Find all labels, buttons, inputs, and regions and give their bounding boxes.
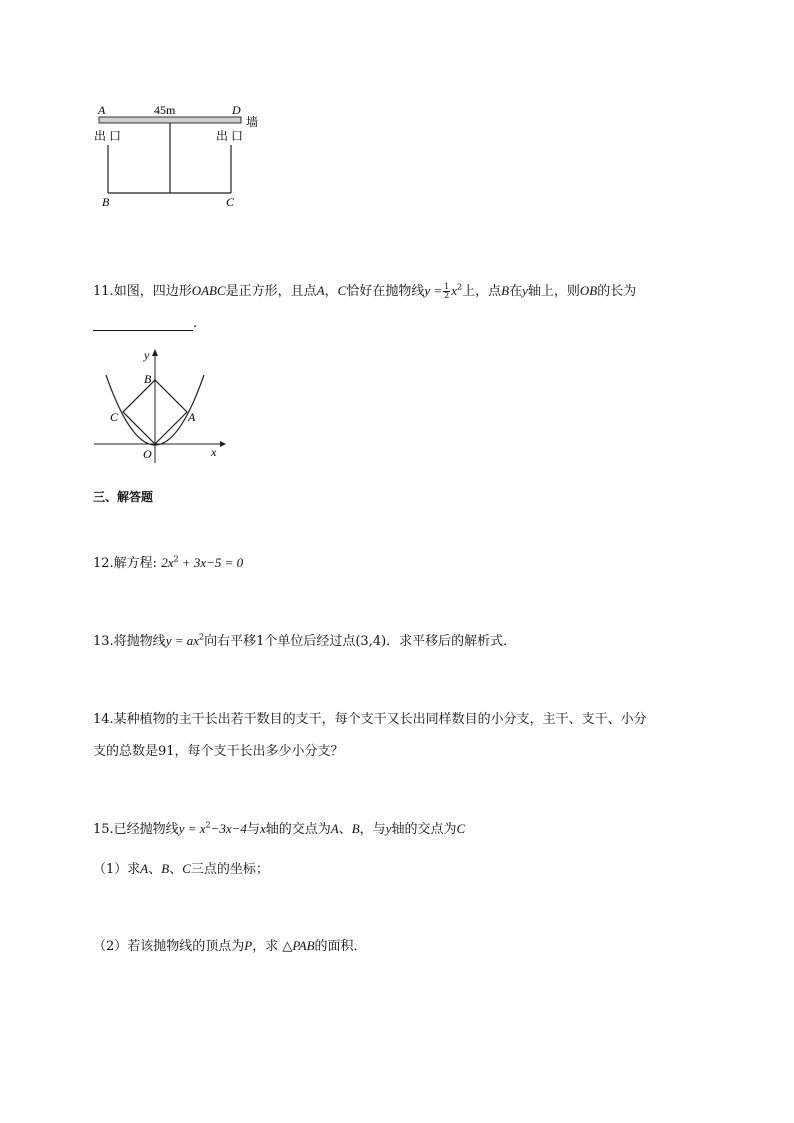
parabola-square-figure (88, 345, 228, 465)
point-a-label: A (98, 103, 106, 117)
question-15-part2: （2）若该抛物线的顶点为P，求 △PAB的面积． (93, 938, 367, 954)
q12-equation: $2x^2 + 3x-5 = 0$ (161, 554, 244, 570)
exit-right-label: 出 口 (216, 129, 244, 143)
wall-label: 墙 (246, 115, 259, 129)
point-b-label: B (102, 195, 110, 209)
q15-equation: $y = x^2-3x-4$ (178, 820, 247, 836)
label-a: A (188, 410, 196, 424)
q11-number: 11. (93, 284, 114, 299)
section-title: 三、解答题 (93, 490, 154, 504)
label-c: C (110, 410, 119, 424)
q11-equation: y = $\frac{1}{2}$ $x^2$ (424, 282, 463, 300)
q11-answer-line: . (93, 316, 197, 331)
point-d-label: D (232, 103, 241, 117)
wall-ad (99, 117, 241, 123)
question-12: 12.解方程: $2x^2 + 3x-5 = 0$ (93, 554, 244, 571)
answer-blank[interactable] (93, 318, 193, 331)
fraction-one-half: $\frac{1}{2}$ (444, 282, 450, 300)
exit-left-label: 出 口 (94, 129, 122, 143)
label-y: y (144, 348, 150, 362)
label-b: B (144, 372, 152, 386)
wall-exit-figure (88, 100, 278, 215)
label-o: O (143, 447, 152, 461)
y-axis-arrow (152, 349, 158, 356)
label-x: x (211, 445, 217, 459)
question-11: 11.如图，四边形OABC是正方形，且点A，C恰好在抛物线y = $\frac{1}{2}$ $x^2$上，点B在y轴上，则OB的长为 (93, 282, 637, 300)
q13-equation: $y = ax^2$ (165, 632, 205, 648)
question-15-part1: （1）求A、B、C三点的坐标； (93, 861, 269, 877)
question-14-line1: 14.某种植物的主干长出若干数目的支干，每个支干又长出同样数目的小分支，主干、支干、小分 (93, 712, 647, 727)
length-label: 45m (154, 103, 176, 117)
question-14-line2: 支的总数是91，每个支干长出多少小分支？ (93, 744, 344, 759)
x-axis-arrow (220, 441, 226, 447)
question-13: 13.将抛物线$y = ax^2$向右平移1个单位后经过点(3,4)．求平移后的解析式． (93, 632, 517, 649)
point-c-label: C (226, 195, 235, 209)
question-15: 15.已经抛物线$y = x^2-3x-4$与x轴的交点为A、B，与y轴的交点为C (93, 820, 466, 837)
